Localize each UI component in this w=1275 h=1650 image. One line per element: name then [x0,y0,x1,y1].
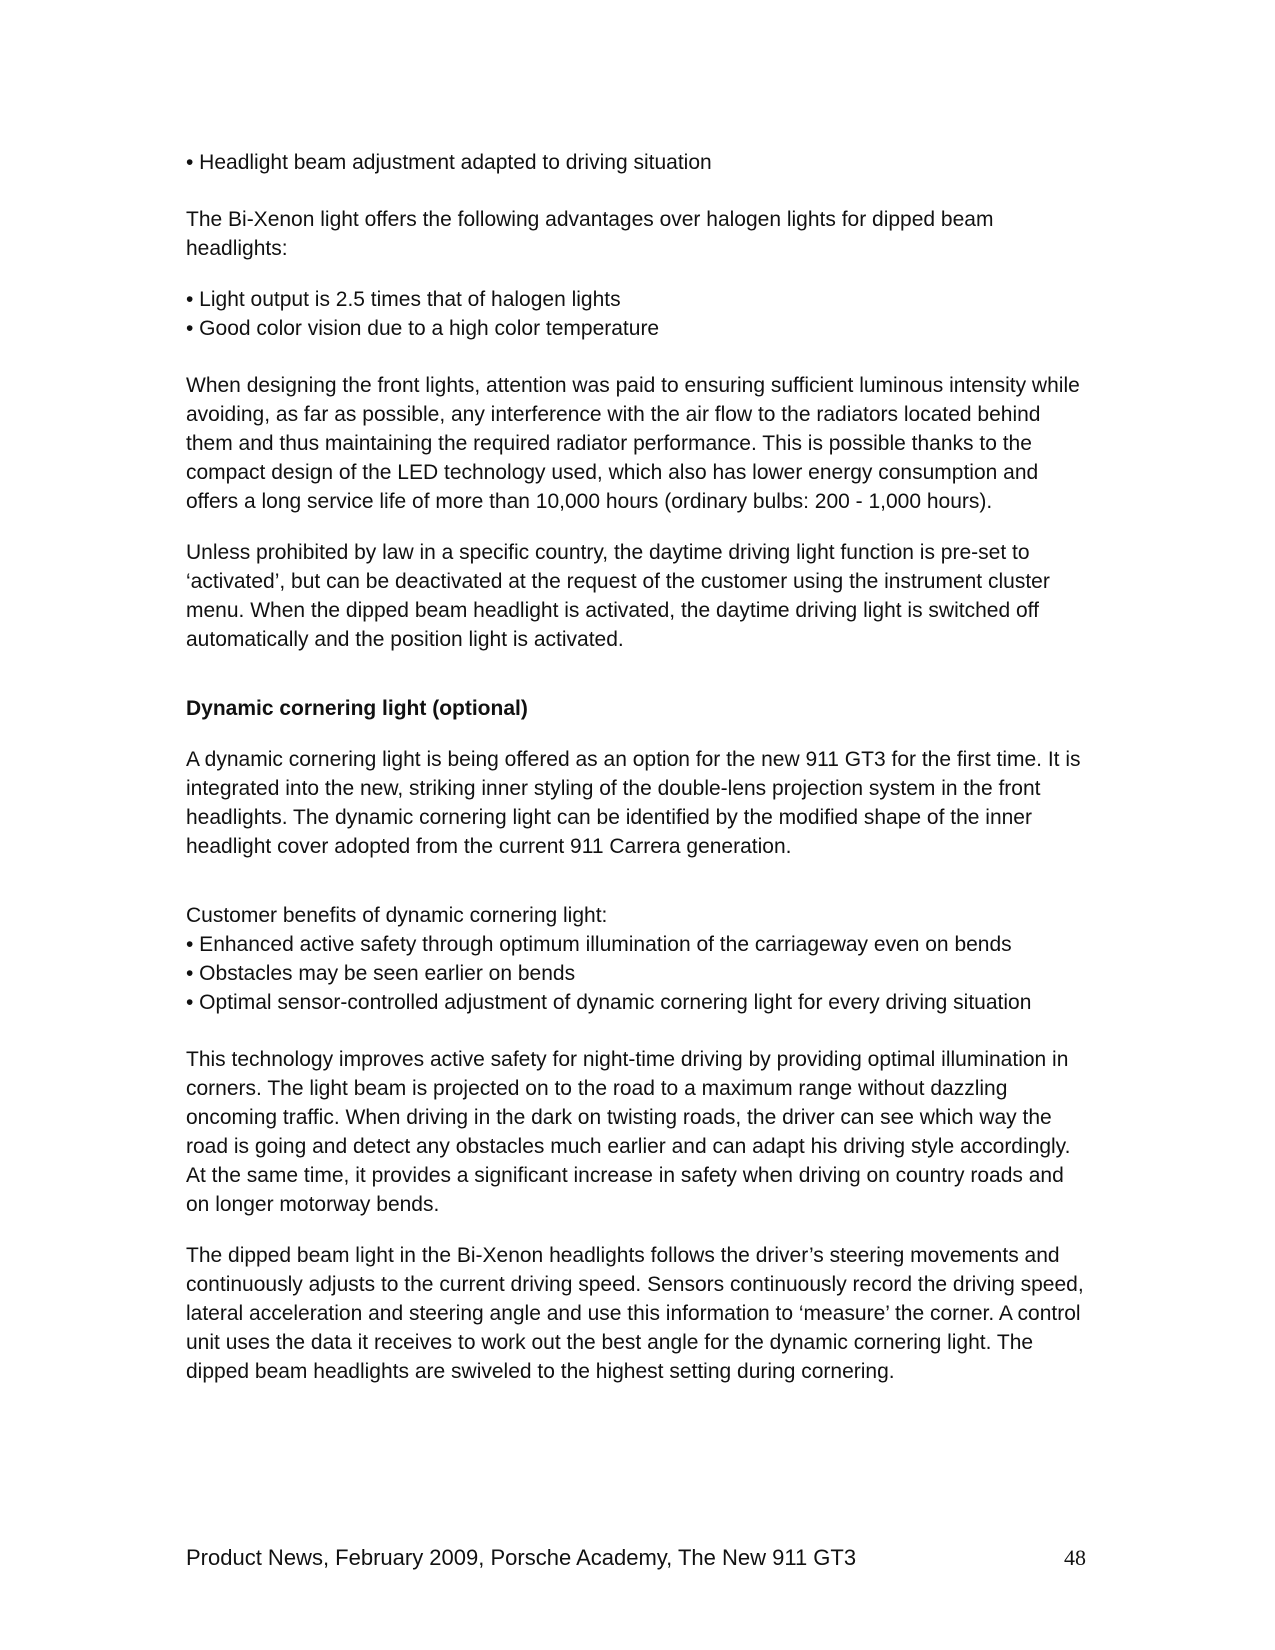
paragraph-dipped-beam: The dipped beam light in the Bi-Xenon headlights follows the driver’s steering movements and continuously adjusts to the current driving speed. Sensors continuously record the driving speed, lateral acceleration and steering angle and use this information to ‘measure’ the corner. A control unit uses the data it receives to work out the best angle for the dynamic cornering light. The dipped beam headlights are swiveled to the highest setting during cornering. [186,1244,1084,1383]
bullet-headlight-adjustment: • Headlight beam adjustment adapted to driving situation [186,151,712,174]
paragraph-technology: This technology improves active safety for night-time driving by providing optimal illumination in corners. The light beam is projected on to the road to a maximum range without dazzling oncoming traffic. When driving in the dark on twisting roads, the driver can see which way the road is going and detect any obstacles much earlier and can adapt his driving style accordingly. At the same time, it provides a significant increase in safety when driving on country roads and on longer motorway bends. [186,1048,1071,1216]
paragraph-bixenon-intro: The Bi-Xenon light offers the following advantages over halogen lights for dipped beam headlights: [186,208,994,260]
paragraph-daytime-light: Unless prohibited by law in a specific country, the daytime driving light function is pre-set to ‘activated’, but can be deactivated at the request of the customer using the instrument cluster menu. When the dipped beam headlight is activated, the daytime driving light is switched off automatically and the position light is activated. [186,541,1050,651]
paragraph-front-lights: When designing the front lights, attention was paid to ensuring sufficient luminous intensity while avoiding, as far as possible, any interference with the air flow to the radiators located behind them and thus maintaining the required radiator performance. This is possible thanks to the compact design of the LED technology used, which also has lower energy consumption and offers a long service life of more than 10,000 hours (ordinary bulbs: 200 - 1,000 hours). [186,374,1080,513]
footer-text: Product News, February 2009, Porsche Academy, The New 911 GT3 [186,1545,857,1570]
page-number: 48 [1064,1545,1086,1570]
bullet-sensor-adjustment: • Optimal sensor-controlled adjustment of dynamic cornering light for every driving situation [186,991,1032,1014]
bullet-active-safety: • Enhanced active safety through optimum illumination of the carriageway even on bends [186,933,1012,956]
bullet-obstacles: • Obstacles may be seen earlier on bends [186,962,576,985]
document-body [186,148,1086,1386]
section-heading: Dynamic cornering light (optional) [186,697,528,720]
bullet-color-vision: • Good color vision due to a high color temperature [186,317,660,340]
paragraph-dynamic-cornering: A dynamic cornering light is being offered as an option for the new 911 GT3 for the first time. It is integrated into the new, striking inner styling of the double-lens projection system in the front headlights. The dynamic cornering light can be identified by the modified shape of the inner headlight cover adopted from the current 911 Carrera generation. [186,748,1081,858]
bullet-light-output: • Light output is 2.5 times that of halogen lights [186,288,621,311]
benefits-title: Customer benefits of dynamic cornering light: [186,904,608,927]
